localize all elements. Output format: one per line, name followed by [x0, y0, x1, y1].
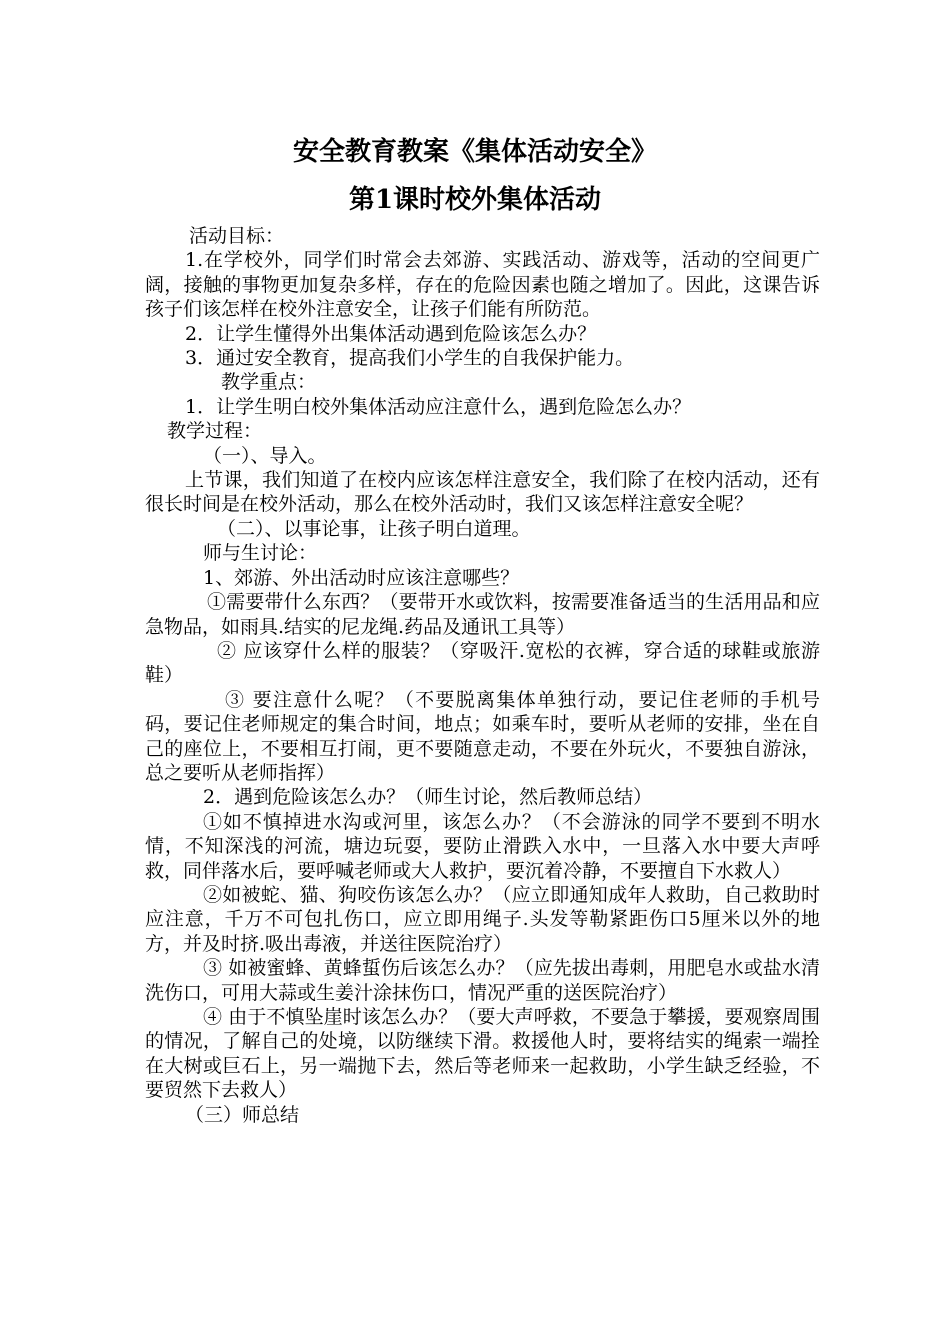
- paragraph-question-1: 1、郊游、外出活动时应该注意哪些？: [203, 566, 520, 589]
- paragraph-goal-3: 3．通过安全教育，提高我们小学生的自我保护能力。: [185, 347, 635, 370]
- paragraph-process-heading: 教学过程：: [167, 420, 263, 443]
- paragraph-question-2: 2．遇到危险该怎么办？（师生讨论，然后教师总结）: [203, 786, 653, 809]
- paragraph-section-1-heading: （一）、导入。: [203, 444, 327, 467]
- document-body: [145, 224, 820, 1127]
- paragraph-item-2-2: ②如被蛇、猫、狗咬伤该怎么办？（应立即通知成年人救助，自己救助时应注意，千万不可包扎伤口，应立即用绳子.头发等勒紧距伤口5厘米以外的地方，并及时挤.吸出毒液，并送往医院治疗）: [145, 883, 820, 955]
- paragraph-item-1-2: ② 应该穿什么样的服装？（穿吸汗.宽松的衣裤，穿合适的球鞋或旅游鞋）: [145, 639, 820, 687]
- paragraph-item-2-1: ①如不慎掉进水沟或河里，该怎么办？（不会游泳的同学不要到不明水情，不知深浅的河流，塘边玩耍，要防止滑跌入水中，一旦落入水中要大声呼救，同伴落水后，要呼喊老师或大人救护，要沉着冷静，不要擅自下水救人）: [145, 810, 820, 882]
- paragraph-item-2-3: ③ 如被蜜蜂、黄蜂蜇伤后该怎么办？（应先拔出毒刺，用肥皂水或盐水清洗伤口，可用大蒜或生姜汁涂抹伤口，情况严重的送医院治疗）: [145, 957, 820, 1004]
- paragraph-goal-1: 1.在学校外，同学们时常会去郊游、实践活动、游戏等，活动的空间更广阔，接触的事物更加复杂多样，存在的危险因素也随之增加了。因此，这课告诉孩子们该怎样在校外注意安全，让孩子们能有所防范。: [145, 249, 820, 321]
- paragraph-key-points-heading: 教学重点：: [221, 371, 317, 394]
- paragraph-item-1-3: ③ 要注意什么呢？（不要脱离集体单独行动，要记住老师的手机号码，要记住老师规定的集合时间，地点；如乘车时，要听从老师的安排，坐在自己的座位上，不要相互打闹，更不要随意走动，不要在外玩火，不要独自游泳，总之要听从老师指挥）: [145, 688, 820, 784]
- paragraph-discussion-heading: 师与生讨论：: [203, 542, 318, 565]
- paragraph-activity-goals-heading: 活动目标：: [189, 225, 285, 247]
- document-subtitle: 第1课时校外集体活动: [348, 185, 602, 215]
- paragraph-item-1-1: ①需要带什么东西？（要带开水或饮料，按需要准备适当的生活用品和应急物品，如雨具.结实的尼龙绳.药品及通讯工具等）: [145, 591, 820, 638]
- document-title: 安全教育教案《集体活动安全》: [292, 137, 657, 167]
- paragraph-introduction: 上节课，我们知道了在校内应该怎样注意安全，我们除了在校内活动，还有很长时间是在校外活动，那么在校外活动时，我们又该怎样注意安全呢？: [145, 469, 820, 516]
- paragraph-section-3-heading: （三）师总结: [185, 1103, 300, 1126]
- paragraph-goal-2: 2．让学生懂得外出集体活动遇到危险该怎么办？: [185, 322, 597, 345]
- paragraph-item-2-4: ④ 由于不慎坠崖时该怎么办？（要大声呼救，不要急于攀援，要观察周围的情况，了解自己的处境，以防继续下滑。救援他人时，要将结实的绳索一端拴在大树或巨石上，另一端抛下去，然后等老师来一起救助，小学生缺乏经验，不要贸然下去救人）: [145, 1006, 820, 1102]
- paragraph-section-2-heading: （二）、以事论事，让孩子明白道理。: [217, 517, 531, 540]
- paragraph-key-point-1: 1．让学生明白校外集体活动应注意什么，遇到危险怎么办？: [185, 395, 692, 418]
